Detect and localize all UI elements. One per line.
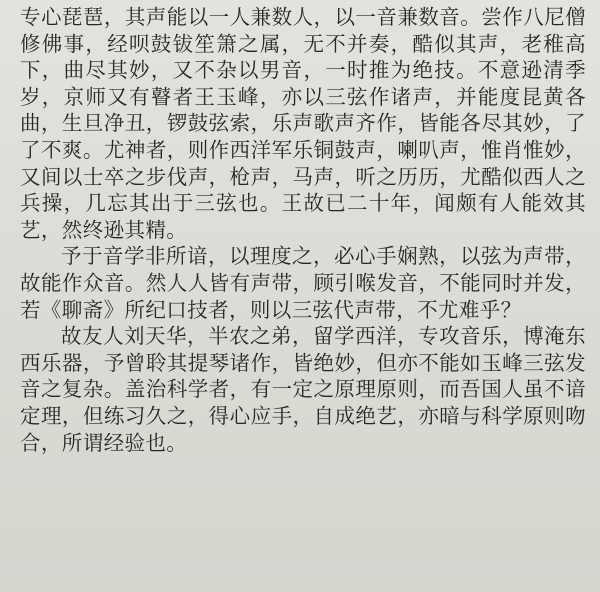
paragraph-1: 专心琵琶，其声能以一人兼数人，以一音兼数音。尝作八尼僧修佛事，经呗鼓钹笙箫之属，无不并奏，酷似其声，老稚高下，曲尽其妙，又不杂以男音，一时推为绝技。不意逊清季岁，京师又有瞽者王玉峰，亦以三弦作诸声，并能度昆黄各曲，生旦净丑，锣鼓弦索，乐声歌声齐作，皆能各尽其妙，了了不爽。尤神者，则作西洋军乐铜鼓声，喇叭声，惟肖惟妙，又间以士卒之步伐声，枪声，马声，听之历历，尤酷似西人之兵操，几忘其出于三弦也。王故已二十年，闻颇有人能效其艺，然终逊其精。 bbox=[20, 5, 586, 242]
paragraph-3: 故友人刘天华，半农之弟，留学西洋，专攻音乐，博淹东西乐器，予曾聆其提琴诸作，皆绝妙，但亦不能如玉峰三弦发音之复杂。盖治科学者，有一定之原理原则，而吾国人虽不谙定理，但练习久之，得心应手，自成绝艺，亦暗与科学原则吻合，所谓经验也。 bbox=[20, 324, 586, 455]
paragraph-2: 予于音学非所谙，以理度之，必心手娴熟，以弦为声带，故能作众音。然人人皆有声带，顾引喉发音，不能同时并发，若《聊斋》所纪口技者，则以三弦代声带，不尤难乎？ bbox=[20, 244, 586, 322]
